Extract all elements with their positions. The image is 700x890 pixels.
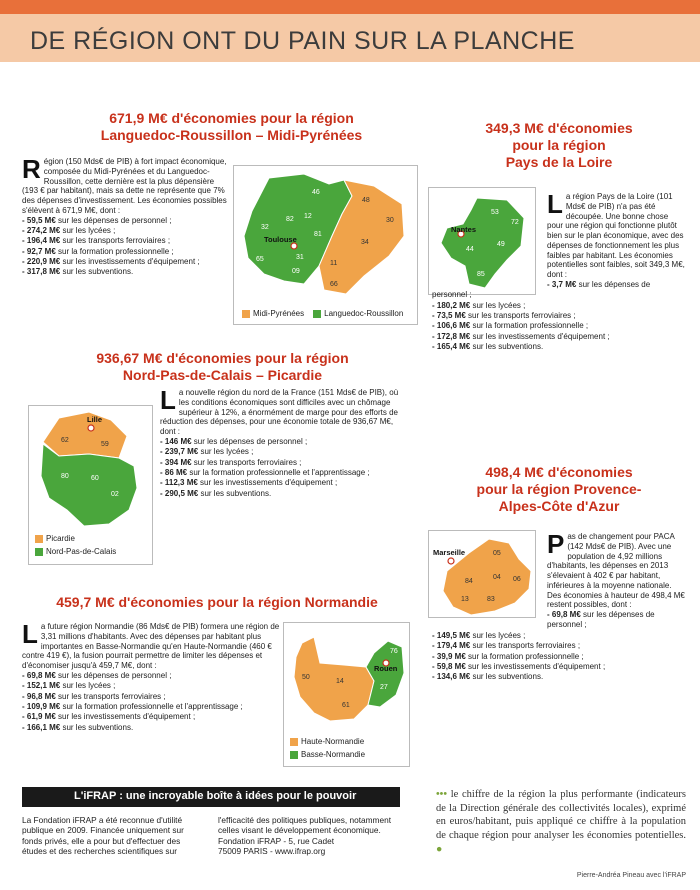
list-item: - 166,1 M€ sur les subventions. (22, 722, 134, 732)
list-item: - 239,7 M€ sur les lycées ; (160, 447, 254, 457)
ifrap-text-col1: La Fondation iFRAP a été reconnue d'utilité publique en 2009. Financée uniquement sur fonds privés, elle a pour but d'effectuer des études et des recherches scientifiques sur (22, 815, 184, 857)
signature: Pierre-Andréa Pineau avec l'iFRAP (576, 872, 686, 879)
savings-list (160, 437, 410, 499)
city-label: Marseille (433, 548, 466, 557)
svg-text:65: 65 (256, 256, 264, 263)
svg-text:82: 82 (286, 216, 294, 223)
city-label: Lille (87, 415, 103, 424)
section-body-paca (432, 529, 686, 683)
section-title-paca: 498,4 M€ d'économies pour la région Provence- Alpes-Côte d'Azur (476, 464, 642, 514)
list-item: - 39,9 M€ sur la formation professionnelle ; (432, 651, 584, 661)
map-labels (234, 166, 419, 301)
ifrap-banner: L'iFRAP : une incroyable boîte à idées pour le pouvoir (22, 787, 400, 807)
dropcap: P (547, 529, 565, 559)
list-item: - 152,1 M€ sur les lycées ; (22, 681, 116, 691)
region-map (284, 623, 411, 733)
svg-text:04: 04 (493, 574, 501, 581)
list-item: - 106,6 M€ sur la formation professionnelle ; (432, 321, 589, 331)
svg-text:80: 80 (61, 473, 69, 480)
svg-text:81: 81 (314, 231, 322, 238)
list-item: - 274,2 M€ sur les lycées ; (22, 225, 116, 235)
legend-swatch-orange (35, 535, 43, 543)
savings-list (22, 671, 280, 733)
svg-text:05: 05 (493, 550, 501, 557)
svg-text:76: 76 (390, 648, 398, 655)
section-title-pdl: 349,3 M€ d'économies pour la région Pays de la Loire (485, 120, 633, 170)
svg-text:32: 32 (261, 224, 269, 231)
svg-text:62: 62 (61, 437, 69, 444)
section-body-normandie (22, 619, 280, 733)
savings-list (432, 280, 686, 353)
svg-text:44: 44 (466, 246, 474, 253)
section-body-pdl (432, 189, 686, 352)
list-item: - 86 M€ sur la formation professionnelle et l'apprentissage ; (160, 467, 370, 477)
methodology-note: ••• le chiffre de la région la plus performante (indicateurs de la Direction générale des collectivités locales), exprimé en euros/habitant, puis appliqué ce chiffre à la population de chaque région pour analyser les économies potentielles. ● (436, 789, 686, 855)
svg-text:30: 30 (386, 217, 394, 224)
list-item: - 290,5 M€ sur les subventions. (160, 488, 272, 498)
svg-text:60: 60 (91, 475, 99, 482)
city-label: Rouen (374, 664, 398, 673)
list-item: - 172,8 M€ sur les investissements d'équipement ; (432, 331, 610, 341)
dropcap: L (160, 385, 176, 415)
svg-text:72: 72 (511, 219, 519, 226)
savings-list (22, 216, 227, 278)
legend-swatch-green (35, 548, 43, 556)
list-item: - 179,4 M€ sur les transports ferroviaires ; (432, 641, 581, 651)
list-item: - 220,9 M€ sur les investissements d'équipement ; (22, 257, 200, 267)
svg-text:06: 06 (513, 576, 521, 583)
list-item: - 73,5 M€ sur les transports ferroviaires ; (432, 310, 576, 320)
legend-swatch-green (290, 751, 298, 759)
intro-text: as de changement pour PACA (142 Mds€ de PIB). Avec une population de 4,92 millions d'habitants, les dépenses en 2013 s'élevaient à 402 € par habitant, inférieures à la moyenne nationale. Des économies à hauteur de 498,4 M€ restent possibles, dont : (547, 532, 685, 610)
list-item: - 59,5 M€ sur les dépenses de personnel ; (22, 215, 172, 225)
bullet-dots-icon: ••• (436, 789, 448, 800)
legend-swatch-orange (290, 738, 298, 746)
svg-text:02: 02 (111, 491, 119, 498)
list-item: - 69,8 M€ sur les dépenses de personnel ; (547, 610, 655, 630)
svg-text:31: 31 (296, 254, 304, 261)
city-label: Nantes (451, 225, 477, 234)
svg-text:84: 84 (465, 578, 473, 585)
svg-text:14: 14 (336, 678, 344, 685)
list-item: - 109,9 M€ sur la formation professionnelle et l'apprentissage ; (22, 701, 243, 711)
city-label: Toulouse (264, 235, 297, 244)
list-item: - 196,4 M€ sur les transports ferroviaires ; (22, 236, 171, 246)
svg-text:34: 34 (361, 239, 369, 246)
section-title-npdc: 936,67 M€ d'économies pour la région Nord-Pas-de-Calais – Picardie (96, 350, 349, 383)
region-map (29, 406, 154, 531)
svg-text:49: 49 (497, 241, 505, 248)
svg-text:59: 59 (101, 441, 109, 448)
list-item: - 317,8 M€ sur les subventions. (22, 267, 134, 277)
intro-text: a région Pays de la Loire (101 Mds€ de PIB) n'a pas été découpée. Une bonne chose pour une région qui fonctionne plutôt bien sur le plan économique, avec des dépenses de fonctionnement les plus faibles par habitant. Les économies potentielles sont faibles, soit 349,3 M€, dont : (547, 192, 685, 279)
map-lrmp (233, 165, 418, 325)
svg-text:12: 12 (304, 213, 312, 220)
page-title: DE RÉGION ONT DU PAIN SUR LA PLANCHE (30, 27, 575, 55)
intro-text: a nouvelle région du nord de la France (151 Mds€ de PIB), où les conditions économiques sont difficiles avec un chômage supérieur à 12%, a énormément de marge pour des efforts de réduction des dépenses, pour une économie totale de 936,67 M€, dont : (160, 388, 399, 436)
svg-text:46: 46 (312, 189, 320, 196)
map-npdc (28, 405, 153, 565)
svg-text:27: 27 (380, 684, 388, 691)
svg-text:61: 61 (342, 702, 350, 709)
map-legend: Picardie (35, 534, 75, 544)
list-item: - 180,2 M€ sur les lycées ; (432, 300, 526, 310)
section-body-lrmp (22, 154, 227, 278)
map-legend: Basse-Normandie (290, 750, 365, 760)
list-item: - 146 M€ sur les dépenses de personnel ; (160, 436, 308, 446)
list-item: - 165,4 M€ sur les subventions. (432, 342, 544, 352)
svg-text:85: 85 (477, 271, 485, 278)
dropcap: R (22, 154, 41, 184)
map-legend: Nord-Pas-de-Calais (35, 547, 116, 557)
svg-text:66: 66 (330, 281, 338, 288)
section-title-lrmp: 671,9 M€ d'économies pour la région Languedoc-Roussillon – Midi-Pyrénées (100, 110, 363, 143)
list-item: - 3,7 M€ sur les dépenses de personnel ; (432, 279, 651, 300)
map-legend: Haute-Normandie (290, 737, 364, 747)
list-item: - 149,5 M€ sur les lycées ; (432, 630, 526, 640)
svg-text:11: 11 (330, 260, 338, 267)
dropcap: L (22, 619, 38, 649)
end-mark-icon: ● (436, 843, 443, 855)
list-item: - 61,9 M€ sur les investissements d'équipement ; (22, 712, 196, 722)
section-body-npdc (160, 385, 410, 499)
ifrap-text-col2: l'efficacité des politiques publiques, notamment celles visant le développement économique. Fondation iFRAP - 5, rue Cadet 75009 PARIS - www.ifrap.org (218, 815, 392, 857)
legend-swatch-green (313, 310, 321, 318)
list-item: - 112,3 M€ sur les investissements d'équipement ; (160, 478, 338, 488)
list-item: - 96,8 M€ sur les transports ferroviaires ; (22, 691, 166, 701)
map-normandie (283, 622, 410, 767)
svg-text:09: 09 (292, 268, 300, 275)
list-item: - 59,8 M€ sur les investissements d'équipement ; (432, 661, 606, 671)
svg-text:53: 53 (491, 209, 499, 216)
svg-text:13: 13 (461, 596, 469, 603)
dropcap: L (547, 189, 563, 219)
intro-text: a future région Normandie (86 Mds€ de PIB) formera une région de 3,31 millions d'habitants. Avec des dépenses par habitant plus importantes en Basse-Normandie qu'en Haute-Normandie (460 € contre 419 €), la fusion pourrait permettre de limiter les dépenses et d'économiser jusqu'à 459,7 M€, dont : (22, 622, 280, 670)
svg-text:50: 50 (302, 674, 310, 681)
svg-text:48: 48 (362, 197, 370, 204)
header-band (0, 0, 700, 62)
map-legend: Midi-Pyrénées Languedoc-Roussillon (242, 309, 403, 319)
intro-text: égion (150 Mds€ de PIB) à fort impact économique, composée du Midi-Pyrénées et du Languedoc-Roussillon, cette dernière est la plus dépensière (193 € par habitant), mais sa dette ne représente que 7% des dépenses d'investissement. Les économies possibles s'élèvent à 671,9 M€, dont : (22, 157, 227, 215)
section-title-normandie: 459,7 M€ d'économies pour la région Normandie (56, 594, 378, 610)
list-item: - 394 M€ sur les transports ferroviaires ; (160, 457, 302, 467)
legend-swatch-orange (242, 310, 250, 318)
svg-text:83: 83 (487, 596, 495, 603)
list-item: - 92,7 M€ sur la formation professionnelle ; (22, 246, 174, 256)
list-item: - 69,8 M€ sur les dépenses de personnel ; (22, 670, 172, 680)
list-item: - 134,6 M€ sur les subventions. (432, 672, 544, 682)
